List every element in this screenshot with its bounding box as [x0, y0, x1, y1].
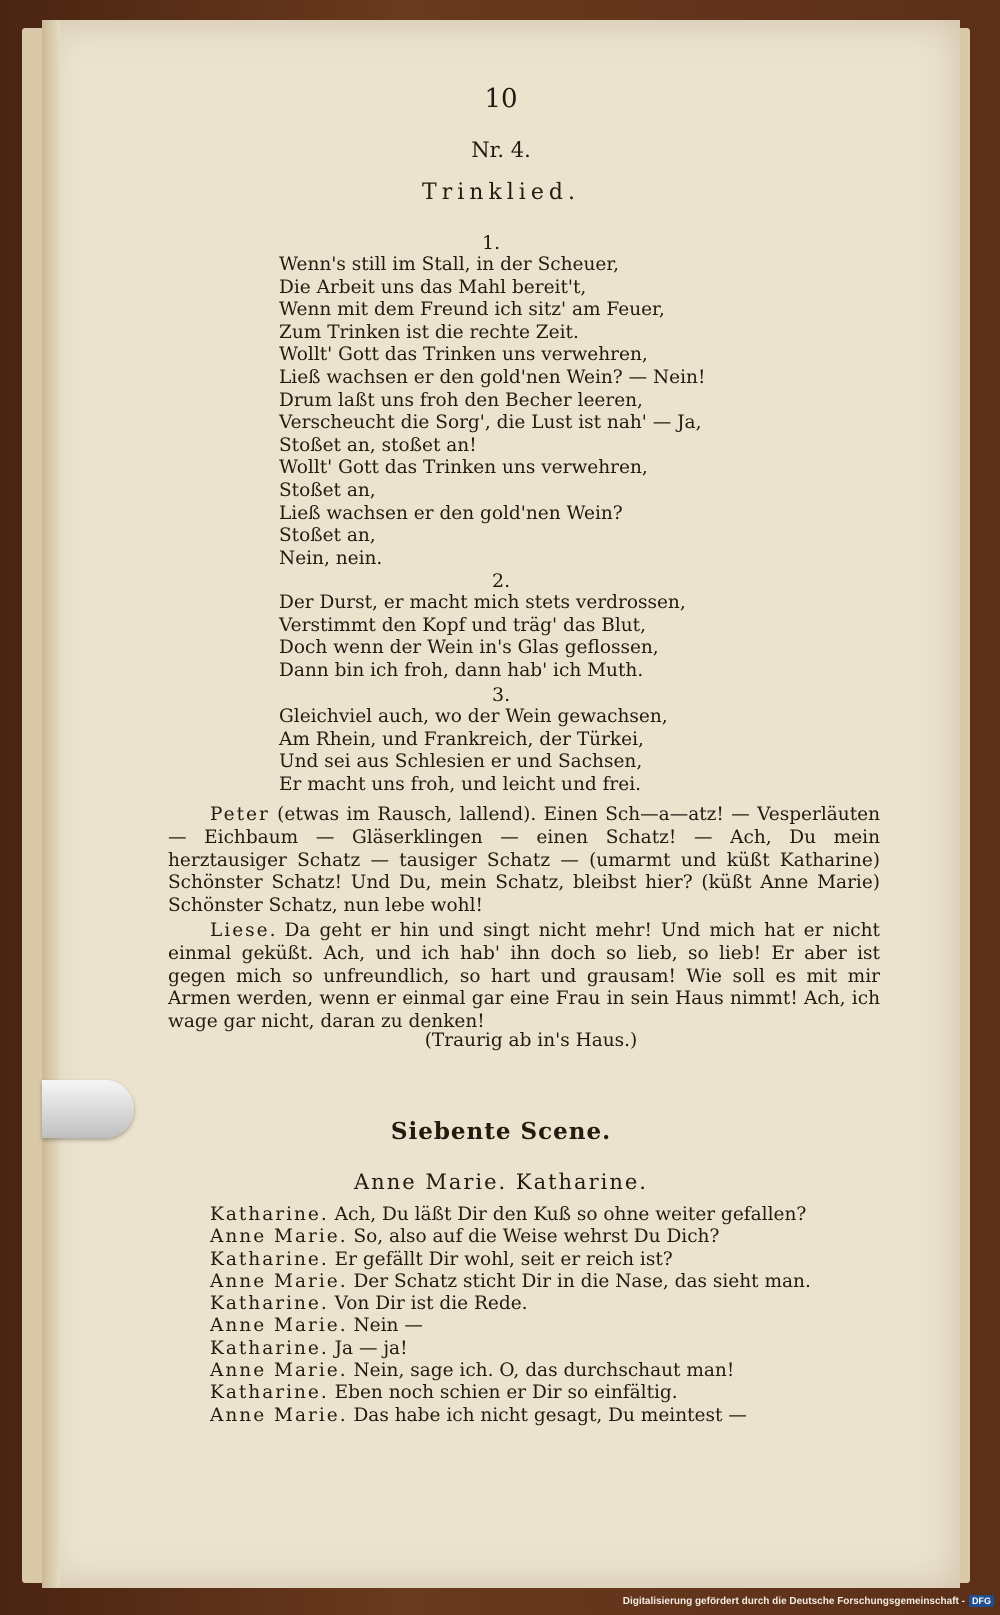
- dialogue-line: [210, 1271, 910, 1293]
- dialogue-text: Das habe ich nicht gesagt, Du meintest —: [347, 1404, 747, 1426]
- speaker-name: Anne Marie.: [210, 1226, 348, 1248]
- verse-line: Er macht uns froh, und leicht und frei.: [279, 773, 642, 795]
- verse-line: Ließ wachsen er den gold'nen Wein?: [279, 502, 623, 524]
- speaker-name: Anne Marie.: [210, 1360, 348, 1382]
- dialogue-line: [210, 1338, 910, 1360]
- song-title: Trinklied.: [422, 180, 580, 205]
- verse-line: Dann bin ich froh, dann hab' ich Muth.: [279, 659, 644, 681]
- speaker-name: Peter: [210, 804, 270, 825]
- verse-line: Doch wenn der Wein in's Glas geflossen,: [279, 637, 659, 659]
- speaker-name: Katharine.: [210, 1293, 329, 1315]
- dialogue-text: Eben noch schien er Dir so einfältig.: [328, 1382, 678, 1404]
- verse-line: Drum laßt uns froh den Becher leeren,: [279, 389, 643, 411]
- verse-line: Nein, nein.: [279, 547, 383, 569]
- speaker-name: Anne Marie.: [210, 1315, 348, 1337]
- dialogue-line: [210, 1249, 910, 1271]
- credit-text: Digitalisierung gefördert durch die Deutsche Forschungsgemeinschaft -: [622, 1595, 965, 1607]
- dialogue-text: Nein —: [347, 1315, 423, 1337]
- verse-line: Stoßet an, stoßet an!: [279, 434, 477, 456]
- verse-line: Am Rhein, und Frankreich, der Türkei,: [279, 728, 644, 750]
- stage-direction: (Traurig ab in's Haus.): [424, 1030, 638, 1051]
- verse-line: Die Arbeit uns das Mahl bereit't,: [279, 276, 587, 298]
- scene-characters: Anne Marie. Katharine.: [354, 1170, 648, 1194]
- dialogue-text: Ach, Du läßt Dir den Kuß so ohne weiter gefallen?: [328, 1204, 807, 1225]
- page-number: 10: [484, 84, 518, 114]
- verse-line: Gleichviel auch, wo der Wein gewachsen,: [279, 706, 668, 727]
- dialogue-line: [210, 1204, 910, 1226]
- verse-line: Verstimmt den Kopf und träg' das Blut,: [279, 614, 646, 636]
- verse-line: Verscheucht die Sorg', die Lust ist nah' — Ja,: [279, 412, 702, 434]
- verse-line: Wenn's still im Stall, in der Scheuer,: [279, 254, 620, 275]
- dialogue-line: [210, 1405, 910, 1427]
- dfg-logo: DFG: [969, 1595, 994, 1607]
- verse-number: 2.: [492, 570, 511, 592]
- dialogue-text: Er gefällt Dir wohl, seit er reich ist?: [328, 1248, 673, 1270]
- speech-text: (etwas im Rausch, lallend). Einen Sch—a—atz! — Vesperläuten — Eichbaum — Gläserklingen — einen Schatz! — Ach, Du mein herztausiger Schatz — tausiger Schatz — (umarmt und küßt Katharine) Schönster Schatz! Und Du, mein Schatz, bleibst hier? (küßt Anne Marie) Schönster Schatz, nun lebe wohl!: [168, 804, 880, 917]
- verse-3: [279, 706, 799, 796]
- verse-number: 3.: [492, 684, 511, 706]
- dialogue-text: Ja — ja!: [328, 1337, 408, 1359]
- speaker-name: Katharine.: [210, 1204, 329, 1225]
- verse-line: Zum Trinken ist die rechte Zeit.: [279, 321, 579, 343]
- speaker-name: Katharine.: [210, 1248, 329, 1270]
- book-page: [42, 20, 960, 1588]
- verse-line: Wollt' Gott das Trinken uns verwehren,: [279, 344, 648, 366]
- speech-text: . Da geht er hin und singt nicht mehr! Und mich hat er nicht einmal geküßt. Ach, und ich hab' ihn doch so lieb, so lieb! Er aber ist gegen mich so unfreundlich, so hart und grausam! Wie soll es mit mir Armen werden, wenn er einmal gar eine Frau in sein Haus nimmt! Ach, ich wage gar nicht, daran zu denken!: [168, 920, 880, 1033]
- speaker-name: Anne Marie.: [210, 1404, 348, 1426]
- dialogue-text: So, also auf die Weise wehrst Du Dich?: [347, 1226, 720, 1248]
- song-number: Nr. 4.: [471, 138, 531, 162]
- verse-2: [279, 592, 799, 682]
- verse-number: 1.: [482, 232, 501, 254]
- dialogue-line: [210, 1226, 910, 1248]
- speaker-name: Katharine.: [210, 1337, 329, 1359]
- dialogue-text: Von Dir ist die Rede.: [328, 1293, 528, 1315]
- verse-line: Stoßet an,: [279, 479, 376, 501]
- peter-speech: [168, 804, 880, 918]
- verse-line: Und sei aus Schlesien er und Sachsen,: [279, 751, 643, 773]
- verse-line: Stoßet an,: [279, 525, 376, 547]
- speaker-name: Anne Marie.: [210, 1270, 348, 1292]
- verse-line: Wollt' Gott das Trinken uns verwehren,: [279, 457, 648, 479]
- dialogue: [210, 1204, 910, 1427]
- verse-line: Der Durst, er macht mich stets verdrossen,: [279, 592, 686, 613]
- verse-1: [279, 254, 799, 570]
- verse-line: Ließ wachsen er den gold'nen Wein? — Nein!: [279, 366, 706, 388]
- dialogue-line: [210, 1315, 910, 1337]
- dialogue-line: [210, 1382, 910, 1404]
- digitization-credit: [623, 1595, 994, 1607]
- page-content: [42, 20, 960, 1588]
- dialogue-line: [210, 1293, 910, 1315]
- liese-speech: [168, 920, 880, 1034]
- dialogue-line: [210, 1360, 910, 1382]
- speaker-name: Liese: [210, 920, 270, 941]
- scene-title: Siebente Scene.: [390, 1118, 612, 1145]
- dialogue-text: Der Schatz sticht Dir in die Nase, das sieht man.: [347, 1270, 811, 1292]
- speaker-name: Katharine.: [210, 1382, 329, 1404]
- dialogue-text: Nein, sage ich. O, das durchschaut man!: [347, 1360, 735, 1382]
- verse-line: Wenn mit dem Freund ich sitz' am Feuer,: [279, 299, 665, 321]
